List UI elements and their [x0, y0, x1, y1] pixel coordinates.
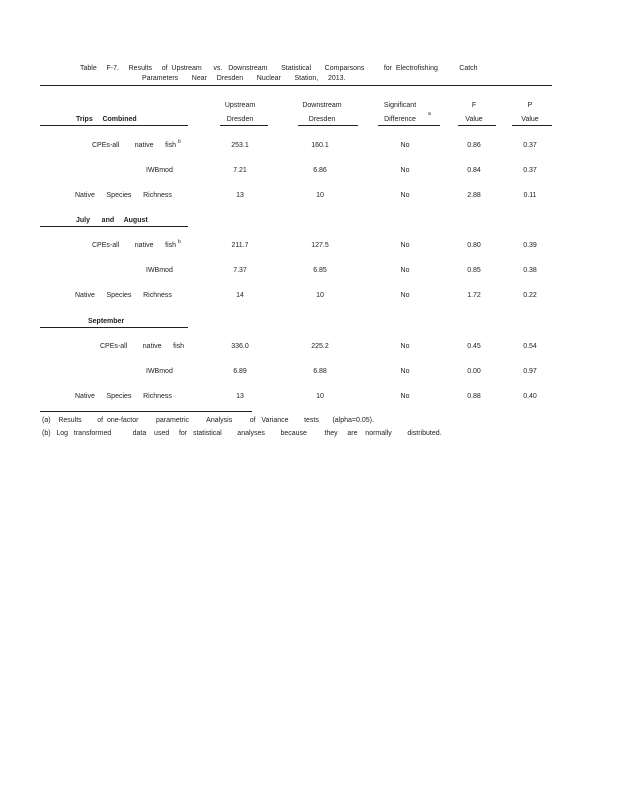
header-downstream-line-1: Downstream	[302, 102, 342, 109]
downstream-underline	[298, 125, 358, 126]
row-label: Native Species Richness	[75, 292, 172, 299]
f-value: 0.45	[467, 343, 481, 350]
p-value: 0.39	[523, 242, 537, 249]
f-value: 2.88	[467, 192, 481, 199]
significance-value: No	[400, 267, 410, 274]
p-value: 0.97	[523, 368, 537, 375]
row-footnote-marker: b	[178, 139, 181, 145]
row-label: Native Species Richness	[75, 393, 172, 400]
header-f-line-1: F	[471, 102, 477, 109]
p-value: 0.37	[523, 142, 537, 149]
downstream-value: 6.88	[313, 368, 327, 375]
row-label: Native Species Richness	[75, 192, 172, 199]
downstream-value: 127.5	[311, 242, 329, 249]
p-value: 0.11	[523, 192, 537, 199]
significance-value: No	[400, 292, 410, 299]
footnote-rule	[40, 411, 252, 412]
downstream-value: 225.2	[311, 343, 329, 350]
f-value: 0.88	[467, 393, 481, 400]
downstream-value: 160.1	[311, 142, 329, 149]
row-label: CPEs-all native fish	[92, 242, 177, 249]
row-label: CPEs-all native fish	[92, 142, 177, 149]
footnote-b: (b) Log transformed data used for statistical analyses because they are normally distributed.	[42, 430, 442, 437]
section-heading-underline	[40, 327, 188, 328]
top-rule	[40, 85, 552, 86]
upstream-value: 7.21	[233, 167, 247, 174]
downstream-value: 10	[316, 393, 324, 400]
upstream-value: 13	[236, 192, 244, 199]
upstream-value: 7.37	[233, 267, 247, 274]
header-upstream-line-1: Upstream	[224, 102, 256, 109]
row-label: IWBmod	[146, 167, 173, 174]
p-value: 0.40	[523, 393, 537, 400]
significance-value: No	[400, 393, 410, 400]
header-upstream-line-2: Dresden	[226, 116, 254, 123]
significant-underline	[378, 125, 440, 126]
row-label: IWBmod	[146, 267, 173, 274]
f-value: 0.85	[467, 267, 481, 274]
f-value: 0.86	[467, 142, 481, 149]
upstream-underline	[220, 125, 268, 126]
f-value: 0.00	[467, 368, 481, 375]
section-heading-underline	[40, 226, 188, 227]
header-significant-line-1: Significant	[383, 102, 417, 109]
section-heading: Trips Combined	[76, 116, 137, 123]
upstream-value: 14	[236, 292, 244, 299]
downstream-value: 10	[316, 292, 324, 299]
f-value: 0.80	[467, 242, 481, 249]
row-footnote-marker: b	[178, 239, 181, 245]
p-value: 0.54	[523, 343, 537, 350]
significance-value: No	[400, 343, 410, 350]
f-value: 0.84	[467, 167, 481, 174]
table-title-line-1: Table F-7. Results of Upstream vs. Downstream Statistical Comparsons for Electrofishing Catch	[80, 65, 478, 72]
header-significant-line-2: Difference	[384, 116, 416, 123]
f-underline	[458, 125, 496, 126]
row-label: IWBmod	[146, 368, 173, 375]
significance-value: No	[400, 142, 410, 149]
header-downstream-line-2: Dresden	[308, 116, 336, 123]
significance-value: No	[400, 368, 410, 375]
p-underline	[512, 125, 552, 126]
upstream-value: 253.1	[231, 142, 249, 149]
section-heading: July and August	[76, 217, 148, 224]
row-label: CPEs-all native fish	[100, 343, 185, 350]
significance-value: No	[400, 242, 410, 249]
upstream-value: 211.7	[231, 242, 249, 249]
header-p-line-1: P	[527, 102, 533, 109]
significance-value: No	[400, 192, 410, 199]
downstream-value: 6.86	[313, 167, 327, 174]
section-heading: September	[88, 318, 125, 325]
header-p-line-2: Value	[521, 116, 539, 123]
downstream-value: 10	[316, 192, 324, 199]
footnote-a: (a) Results of one-factor parametric Analysis of Variance tests (alpha=0.05).	[42, 417, 374, 424]
upstream-value: 6.89	[233, 368, 247, 375]
header-f-line-2: Value	[465, 116, 483, 123]
upstream-value: 336.0	[231, 343, 249, 350]
section-heading-underline	[40, 125, 188, 126]
f-value: 1.72	[467, 292, 481, 299]
downstream-value: 6.85	[313, 267, 327, 274]
p-value: 0.38	[523, 267, 537, 274]
p-value: 0.37	[523, 167, 537, 174]
significant-footnote-marker: a	[428, 111, 431, 117]
table-title-line-2: Parameters Near Dresden Nuclear Station, 2013.	[142, 75, 346, 82]
p-value: 0.22	[523, 292, 537, 299]
upstream-value: 13	[236, 393, 244, 400]
significance-value: No	[400, 167, 410, 174]
